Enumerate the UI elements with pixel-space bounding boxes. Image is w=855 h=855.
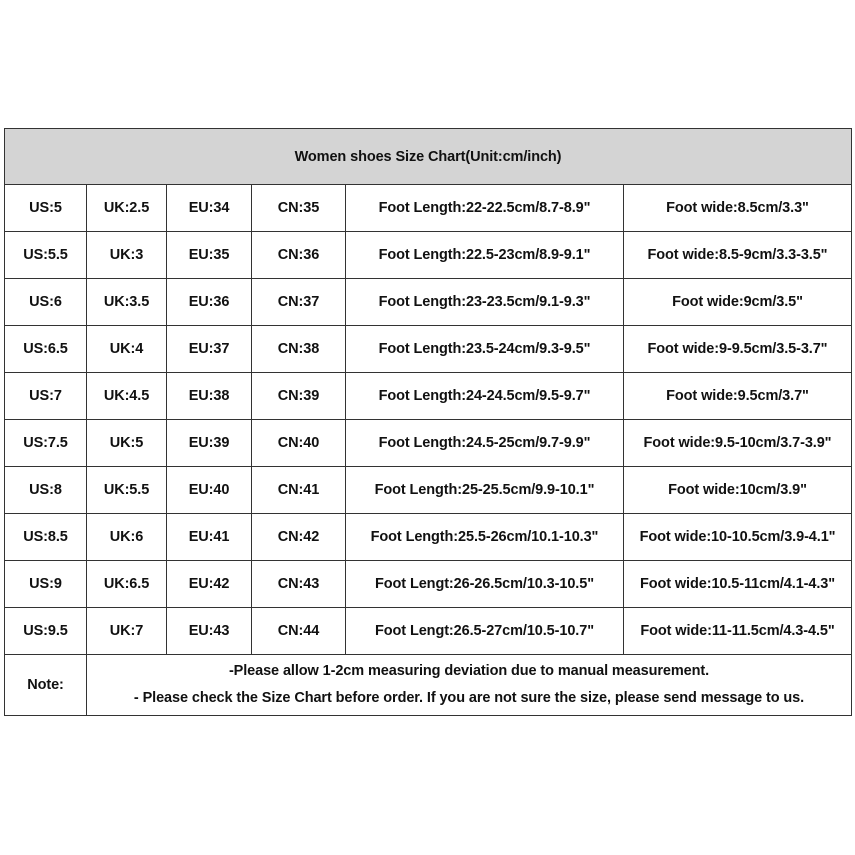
foot-wide-cell: Foot wide:9-9.5cm/3.5-3.7" bbox=[624, 326, 852, 373]
us-size-cell: US:6.5 bbox=[5, 326, 87, 373]
cn-size-cell: CN:37 bbox=[252, 279, 346, 326]
us-size-cell: US:6 bbox=[5, 279, 87, 326]
uk-size-cell: UK:7 bbox=[87, 608, 167, 655]
us-size-cell: US:8 bbox=[5, 467, 87, 514]
cn-size-cell: CN:35 bbox=[252, 185, 346, 232]
eu-size-cell: EU:42 bbox=[167, 561, 252, 608]
eu-size-cell: EU:37 bbox=[167, 326, 252, 373]
table-row bbox=[5, 373, 852, 420]
foot-wide-cell: Foot wide:11-11.5cm/4.3-4.5" bbox=[624, 608, 852, 655]
foot-wide-cell: Foot wide:10cm/3.9" bbox=[624, 467, 852, 514]
eu-size-cell: EU:35 bbox=[167, 232, 252, 279]
cn-size-cell: CN:38 bbox=[252, 326, 346, 373]
foot-wide-cell: Foot wide:9.5cm/3.7" bbox=[624, 373, 852, 420]
us-size-cell: US:7.5 bbox=[5, 420, 87, 467]
table-row bbox=[5, 326, 852, 373]
note-line: -Please allow 1-2cm measuring deviation due to manual measurement. bbox=[228, 663, 710, 679]
table-row bbox=[5, 608, 852, 655]
foot-wide-cell: Foot wide:8.5cm/3.3" bbox=[624, 185, 852, 232]
table-row bbox=[5, 467, 852, 514]
uk-size-cell: UK:3.5 bbox=[87, 279, 167, 326]
eu-size-cell: EU:40 bbox=[167, 467, 252, 514]
note-label: Note: bbox=[5, 655, 87, 716]
note-row bbox=[5, 655, 852, 716]
us-size-cell: US:9.5 bbox=[5, 608, 87, 655]
table-row bbox=[5, 420, 852, 467]
uk-size-cell: UK:3 bbox=[87, 232, 167, 279]
foot-length-cell: Foot Length:24-24.5cm/9.5-9.7" bbox=[346, 373, 624, 420]
uk-size-cell: UK:4 bbox=[87, 326, 167, 373]
us-size-cell: US:9 bbox=[5, 561, 87, 608]
table-row bbox=[5, 185, 852, 232]
foot-length-cell: Foot Lengt:26-26.5cm/10.3-10.5" bbox=[346, 561, 624, 608]
cn-size-cell: CN:40 bbox=[252, 420, 346, 467]
cn-size-cell: CN:41 bbox=[252, 467, 346, 514]
foot-wide-cell: Foot wide:9.5-10cm/3.7-3.9" bbox=[624, 420, 852, 467]
size-chart-table bbox=[4, 128, 852, 716]
foot-wide-cell: Foot wide:10.5-11cm/4.1-4.3" bbox=[624, 561, 852, 608]
eu-size-cell: EU:36 bbox=[167, 279, 252, 326]
foot-length-cell: Foot Length:23.5-24cm/9.3-9.5" bbox=[346, 326, 624, 373]
uk-size-cell: UK:4.5 bbox=[87, 373, 167, 420]
cn-size-cell: CN:39 bbox=[252, 373, 346, 420]
table-row bbox=[5, 232, 852, 279]
chart-title: Women shoes Size Chart(Unit:cm/inch) bbox=[5, 129, 852, 185]
foot-length-cell: Foot Length:24.5-25cm/9.7-9.9" bbox=[346, 420, 624, 467]
us-size-cell: US:5 bbox=[5, 185, 87, 232]
uk-size-cell: UK:2.5 bbox=[87, 185, 167, 232]
uk-size-cell: UK:5 bbox=[87, 420, 167, 467]
uk-size-cell: UK:6 bbox=[87, 514, 167, 561]
uk-size-cell: UK:6.5 bbox=[87, 561, 167, 608]
foot-length-cell: Foot Length:23-23.5cm/9.1-9.3" bbox=[346, 279, 624, 326]
cn-size-cell: CN:36 bbox=[252, 232, 346, 279]
foot-length-cell: Foot Length:22-22.5cm/8.7-8.9" bbox=[346, 185, 624, 232]
foot-length-cell: Foot Lengt:26.5-27cm/10.5-10.7" bbox=[346, 608, 624, 655]
foot-length-cell: Foot Length:25-25.5cm/9.9-10.1" bbox=[346, 467, 624, 514]
foot-wide-cell: Foot wide:10-10.5cm/3.9-4.1" bbox=[624, 514, 852, 561]
eu-size-cell: EU:43 bbox=[167, 608, 252, 655]
eu-size-cell: EU:41 bbox=[167, 514, 252, 561]
cn-size-cell: CN:44 bbox=[252, 608, 346, 655]
eu-size-cell: EU:38 bbox=[167, 373, 252, 420]
foot-length-cell: Foot Length:25.5-26cm/10.1-10.3" bbox=[346, 514, 624, 561]
uk-size-cell: UK:5.5 bbox=[87, 467, 167, 514]
title-row bbox=[5, 129, 852, 185]
table-row bbox=[5, 561, 852, 608]
cn-size-cell: CN:42 bbox=[252, 514, 346, 561]
note-line: - Please check the Size Chart before order. If you are not sure the size, please send message to us. bbox=[133, 690, 805, 706]
eu-size-cell: EU:34 bbox=[167, 185, 252, 232]
eu-size-cell: EU:39 bbox=[167, 420, 252, 467]
foot-wide-cell: Foot wide:8.5-9cm/3.3-3.5" bbox=[624, 232, 852, 279]
foot-length-cell: Foot Length:22.5-23cm/8.9-9.1" bbox=[346, 232, 624, 279]
us-size-cell: US:7 bbox=[5, 373, 87, 420]
table-row bbox=[5, 279, 852, 326]
note-text bbox=[87, 655, 852, 716]
us-size-cell: US:5.5 bbox=[5, 232, 87, 279]
cn-size-cell: CN:43 bbox=[252, 561, 346, 608]
us-size-cell: US:8.5 bbox=[5, 514, 87, 561]
table-row bbox=[5, 514, 852, 561]
foot-wide-cell: Foot wide:9cm/3.5" bbox=[624, 279, 852, 326]
